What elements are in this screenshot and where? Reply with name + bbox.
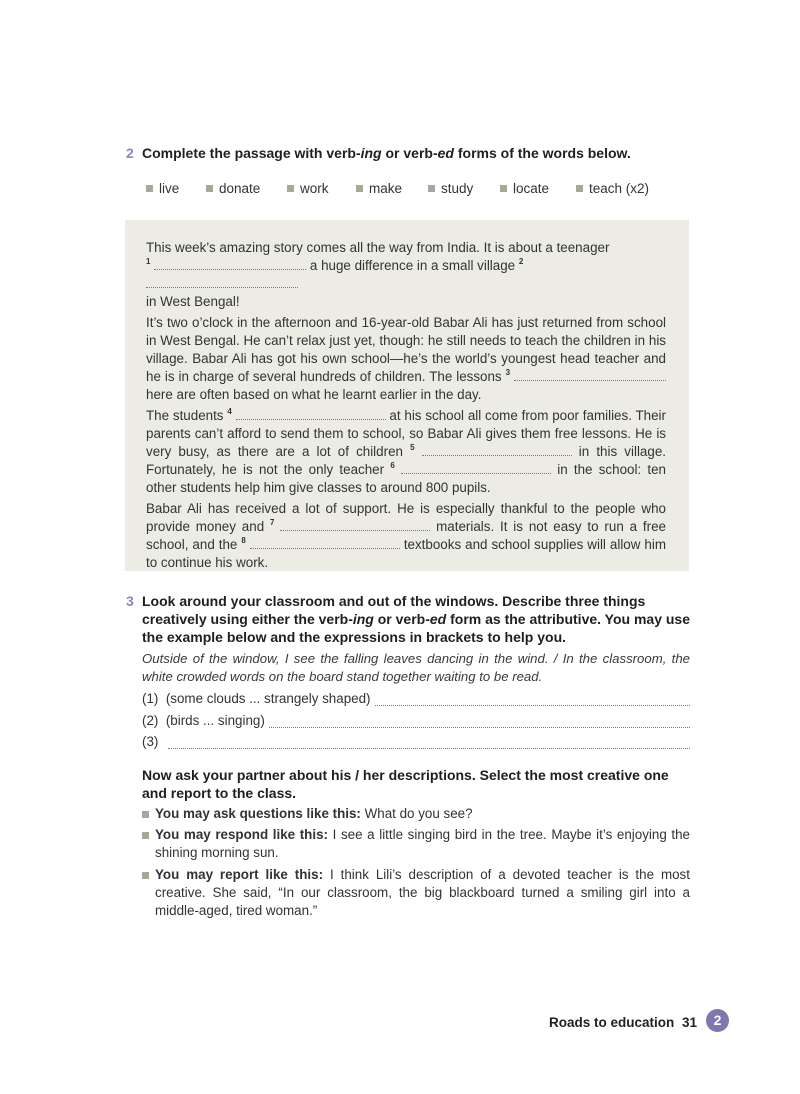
passage-paragraph-1: This week’s amazing story comes all the way from India. It is about a teenager $^1$ a huge difference in a small village $^2$ in West Bengal! — [146, 240, 610, 309]
word-make: make — [356, 181, 402, 196]
word-work: work — [287, 181, 329, 196]
passage-paragraph-3: The students $^4$ at his school all come from poor families. Their parents can’t afford to send them to school, so Babar Ali gives them free lessons. He is very busy, as there are a lot of children $^5$ in this village. Fortunately, he is not the only teacher $^6$ in the school: ten other students help him give classes to around 800 pupils. — [146, 407, 666, 495]
answer-input-1[interactable] — [375, 691, 690, 706]
answer-line-3 — [142, 731, 690, 749]
blank-7[interactable] — [280, 518, 430, 531]
exercise-3-number: 3 — [126, 593, 134, 609]
word-teach: teach (x2) — [576, 181, 649, 196]
blank-3[interactable] — [514, 368, 666, 381]
blank-6[interactable] — [401, 461, 551, 474]
answer-number: (1) — [142, 691, 159, 706]
square-bullet-icon — [142, 872, 149, 879]
word-donate: donate — [206, 181, 260, 196]
passage-paragraph-4: Babar Ali has received a lot of support. He is especially thankful to the people who provide money and $^7$ materials. It is not easy to run a free school, and the $^8$ textbooks and school supplies will allow him to continue his work. — [146, 501, 666, 570]
blank-4[interactable] — [236, 407, 386, 420]
square-bullet-icon — [146, 185, 153, 192]
blank-2[interactable] — [146, 275, 298, 288]
word-study: study — [428, 181, 473, 196]
bullet-respond: You may respond like this: I see a little singing bird in the tree. Maybe it’s enjoying the shining morning sun. — [142, 826, 690, 862]
answer-prompt: (birds ... singing) — [165, 713, 265, 728]
square-bullet-icon — [206, 185, 213, 192]
exercise-3-instruction: Look around your classroom and out of the windows. Describe three things creatively using either the verb-ing or verb-ed form as the attributive. You may use the example below and the expressions in brackets to help you. — [142, 593, 690, 645]
answer-number: (2) — [142, 713, 159, 728]
square-bullet-icon — [142, 832, 149, 839]
word-live: live — [146, 181, 179, 196]
square-bullet-icon — [356, 185, 363, 192]
word-locate: locate — [500, 181, 549, 196]
chapter-badge: 2 — [706, 1009, 729, 1032]
answer-line-2 — [142, 710, 690, 728]
square-bullet-icon — [500, 185, 507, 192]
square-bullet-icon — [142, 811, 149, 818]
exercise-3-example: Outside of the window, I see the falling leaves dancing in the wind. / In the classroom, the white crowded words on the board stand together waiting to be read. — [142, 651, 690, 684]
exercise-2-instruction: Complete the passage with verb-ing or verb-ed forms of the words below. — [142, 145, 631, 161]
square-bullet-icon — [428, 185, 435, 192]
page-number: 31 — [682, 1015, 698, 1030]
answer-input-2[interactable] — [269, 713, 690, 728]
square-bullet-icon — [287, 185, 294, 192]
answer-input-3[interactable] — [168, 734, 690, 749]
answer-number: (3) — [142, 734, 159, 749]
passage-paragraph-2: It’s two o’clock in the afternoon and 16-year-old Babar Ali has just returned from school in West Bengal. He can’t relax just yet, though: he still needs to teach the children in his village. Babar Ali has got his own school—he’s the world’s youngest head teacher and he is in charge of several hundreds of children. The lessons $^3$ here are often based on what he learnt earlier in the day. — [146, 315, 666, 402]
answer-prompt: (some clouds ... strangely shaped) — [165, 691, 371, 706]
blank-1[interactable] — [154, 257, 306, 270]
unit-title: Roads to education — [549, 1015, 675, 1030]
bullet-report: You may report like this: I think Lili’s description of a devoted teacher is the most creative. She said, “In our classroom, the big blackboard turned a smiling girl into a middle-aged, tired woman.” — [142, 866, 690, 920]
square-bullet-icon — [576, 185, 583, 192]
bullet-ask: You may ask questions like this: What do you see? — [142, 805, 690, 823]
passage-text — [146, 239, 666, 575]
answer-line-1 — [142, 688, 690, 706]
partner-instruction: Now ask your partner about his / her descriptions. Select the most creative one and report to the class. — [142, 767, 669, 801]
blank-8[interactable] — [250, 536, 400, 549]
blank-5[interactable] — [422, 443, 572, 456]
exercise-2-number: 2 — [126, 145, 134, 161]
